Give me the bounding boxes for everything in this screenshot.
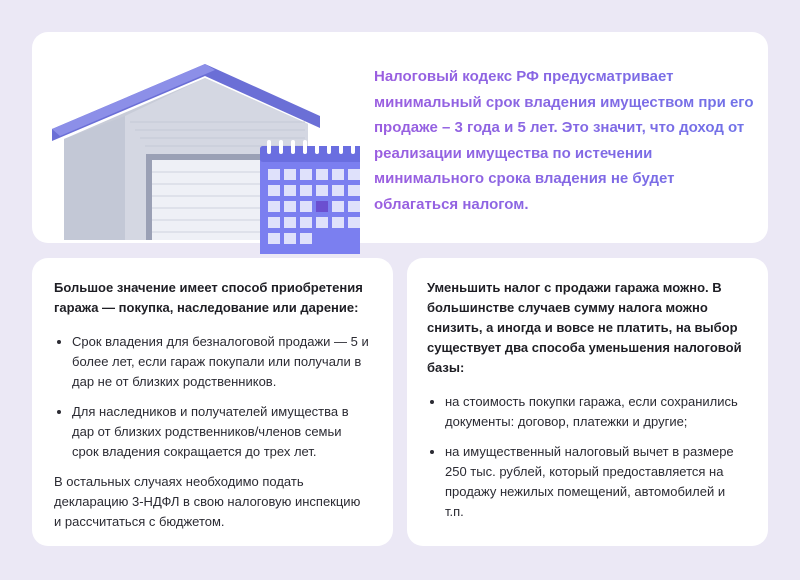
tax-reduction-list xyxy=(427,392,746,522)
tax-reduction-intro: Уменьшить налог с продажи гаража можно. В большинстве случаев сумму налога можно снизить, а иногда и вовсе не платить, на выбор существует два способа уменьшения налоговой базы: xyxy=(427,280,742,375)
list-item: на стоимость покупки гаража, если сохранились документы: договор, платежки и другие; xyxy=(427,392,746,432)
list-item: Срок владения для безналоговой продажи — 5 и более лет, если гараж покупали или получали в дар не от близких родственников. xyxy=(54,332,371,392)
acquisition-intro: Большое значение имеет способ приобретения гаража — покупка, наследование или дарение: xyxy=(54,280,363,315)
acquisition-list xyxy=(54,332,371,462)
garage-calendar-illustration xyxy=(50,54,360,254)
info-banner xyxy=(32,32,768,243)
list-item: на имущественный налоговый вычет в размере 250 тыс. рублей, который предоставляется на продажу нежилых помещений, автомобилей и т.п. xyxy=(427,442,746,522)
acquisition-card xyxy=(32,258,393,546)
list-item: Для наследников и получателей имущества в дар от близких родственников/членов семьи срок владения сокращается до трех лет. xyxy=(54,402,371,462)
acquisition-outro: В остальных случаях необходимо подать декларацию 3-НДФЛ в свою налоговую инспекцию и рассчитаться с бюджетом. xyxy=(54,474,361,529)
headline-text: Налоговый кодекс РФ предусматривает минимальный срок владения имуществом при его продаже – 3 года и 5 лет. Это значит, что доход от реализации имущества по истечении минимального срока владения не будет облагаться налогом. xyxy=(374,64,754,217)
tax-reduction-card xyxy=(407,258,768,546)
calendar-icon xyxy=(260,140,360,254)
